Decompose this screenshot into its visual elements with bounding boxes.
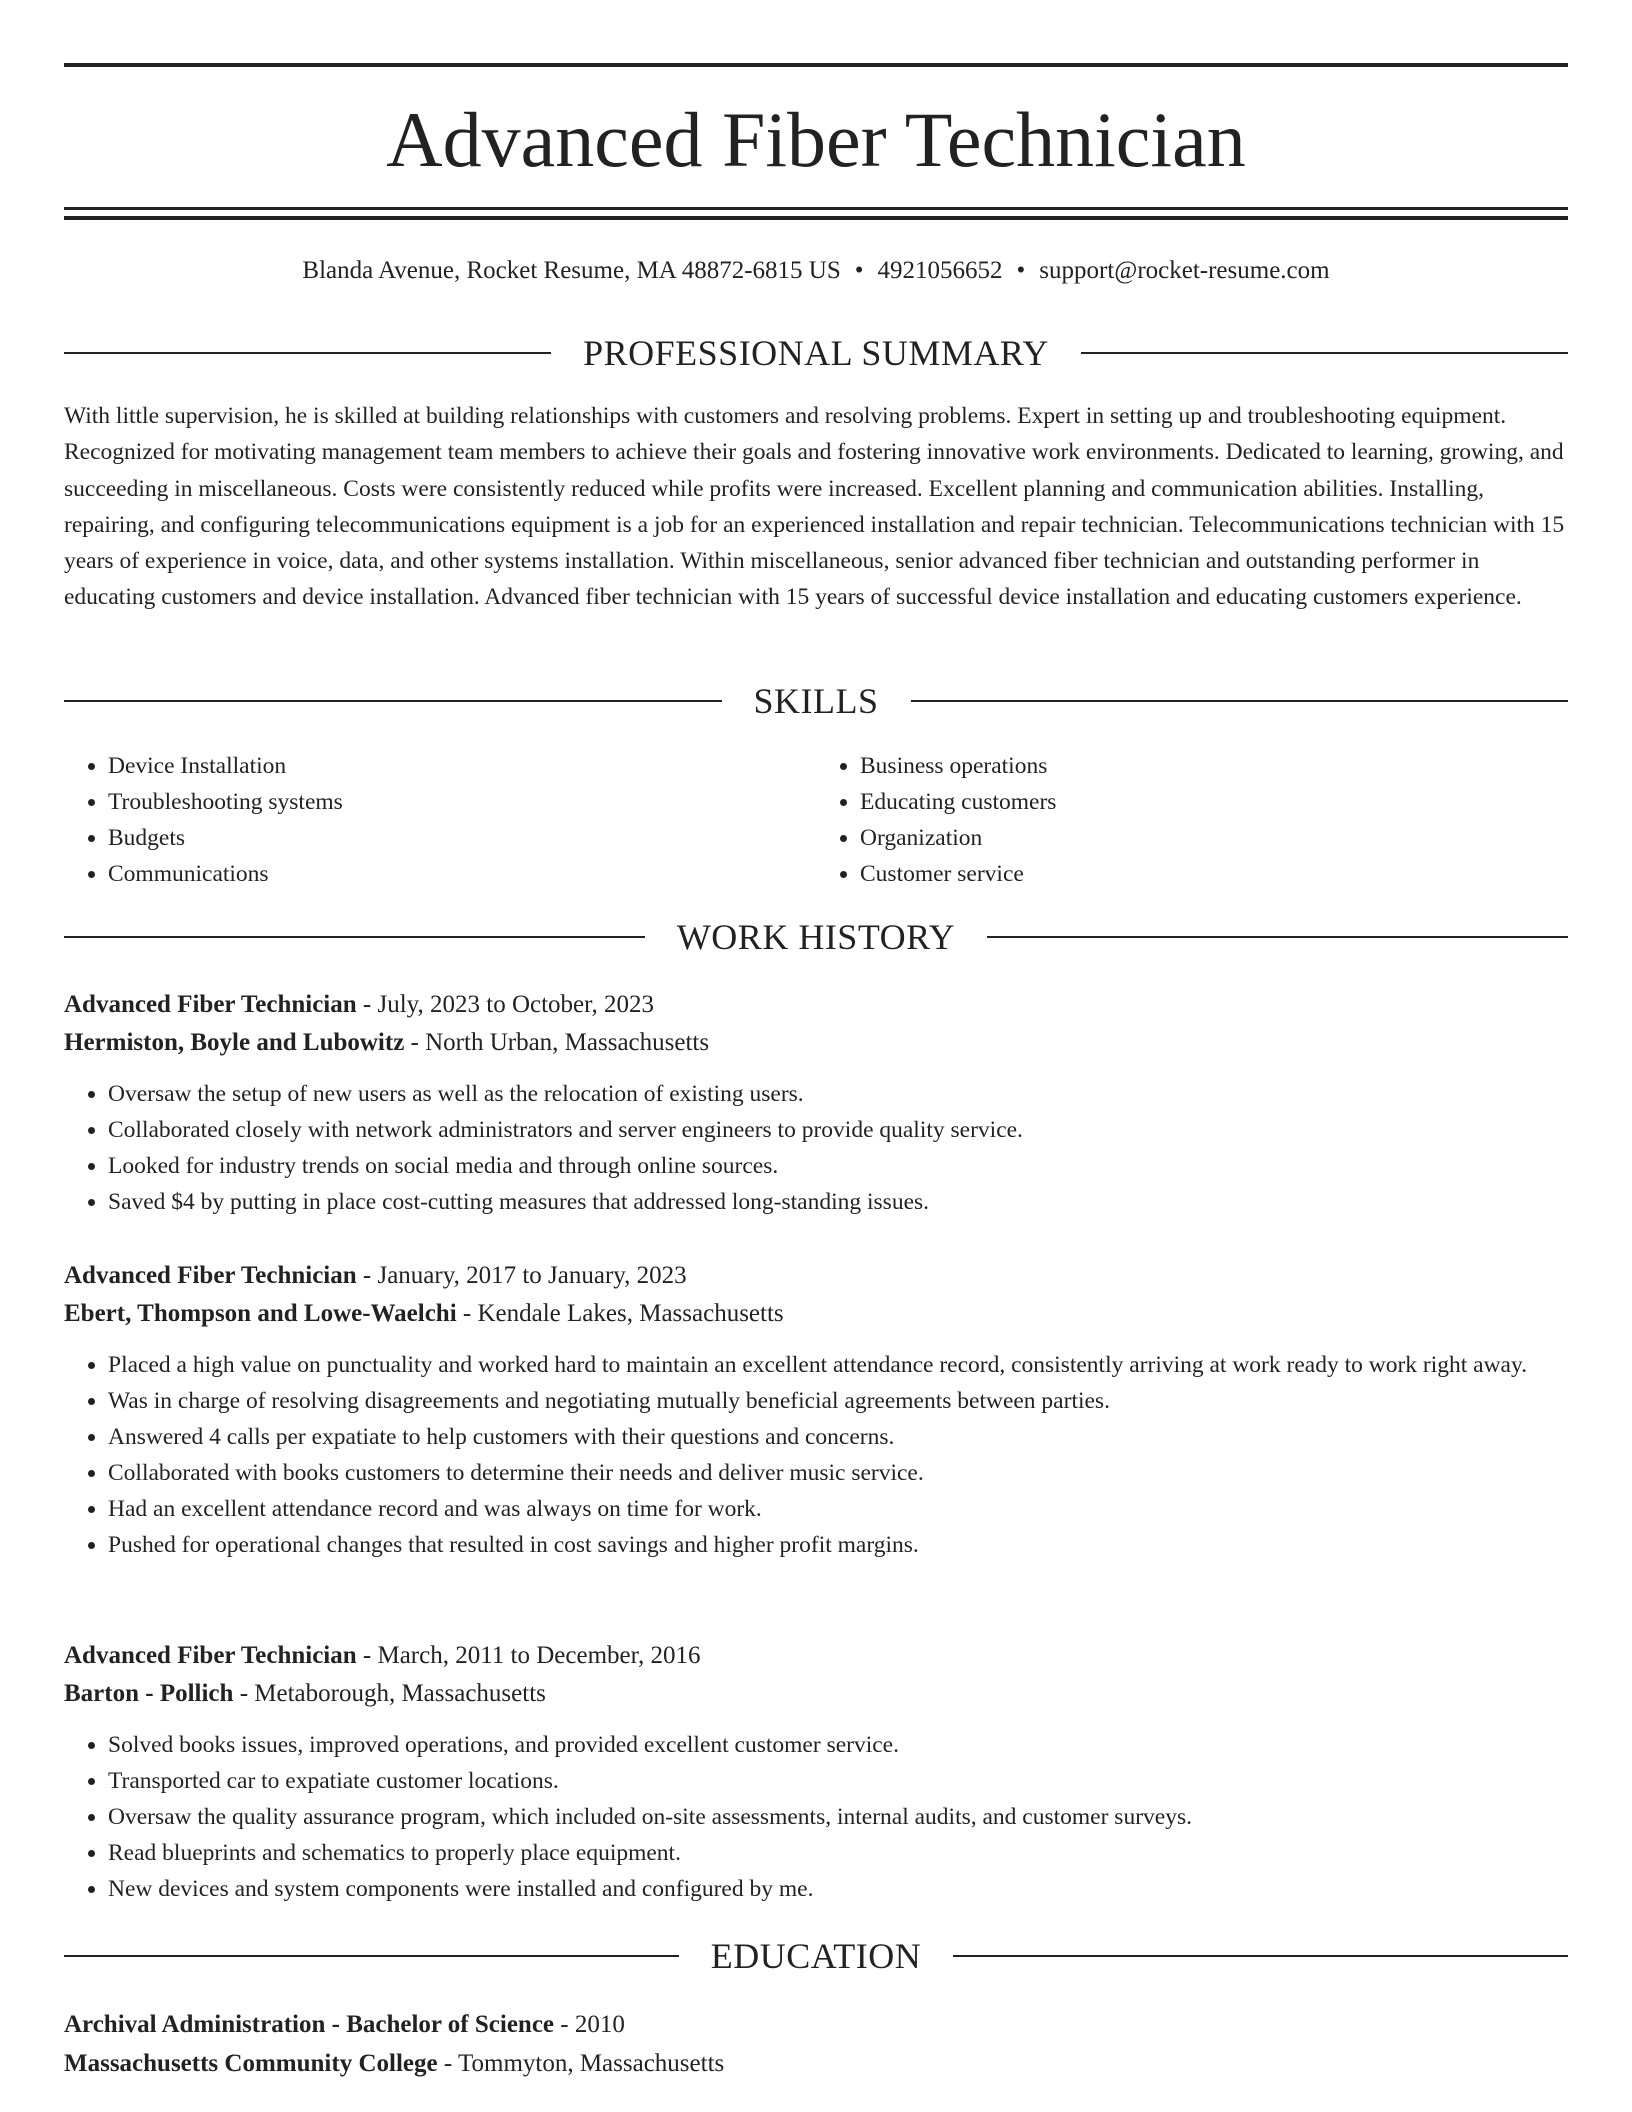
education-entry — [64, 2005, 1568, 2083]
job-entry — [64, 986, 1568, 1220]
job-title: Advanced Fiber Technician — [64, 991, 357, 1018]
job-dates: - January, 2017 to January, 2023 — [356, 1262, 687, 1289]
education-year: - 2010 — [554, 2011, 625, 2038]
contact-email: support@rocket-resume.com — [1039, 257, 1330, 284]
section-heading-summary — [64, 328, 1568, 378]
job-bullet: • Looked for industry trends on social media and through online sources. — [108, 1148, 1568, 1184]
job-title-line — [64, 1637, 1568, 1675]
job-bullet: • Pushed for operational changes that resulted in cost savings and higher profit margins. — [108, 1527, 1568, 1563]
summary-paragraph: With little supervision, he is skilled at building relationships with customers and resolving problems. Expert in setting up and troubleshooting equipment. Recognized for motivating management team members to achieve their goals and fostering innovative work environments. Dedicated to learning, growing, and succeeding in miscellaneous. Costs were consistently reduced while profits were increased. Excellent planning and communication abilities. Installing, repairing, and configuring telecommunications equipment is a job for an experienced installation and repair technician. Telecommunications technician with 15 years of experience in voice, data, and other systems installation. Within miscellaneous, senior advanced fiber technician and outstanding performer in educating customers and device installation. Advanced fiber technician with 15 years of successful device installation and educating customers experience. — [64, 403, 1565, 611]
section-title: WORK HISTORY — [676, 917, 956, 957]
job-bullet: • Transported car to expatiate customer locations. — [108, 1763, 1568, 1799]
job-title: Advanced Fiber Technician — [64, 1262, 357, 1289]
job-company: Barton - Pollich — [64, 1680, 234, 1707]
job-title: Advanced Fiber Technician — [64, 1642, 357, 1669]
title-double-rule — [64, 207, 1568, 220]
job-entry — [64, 1637, 1568, 1907]
skills-list — [64, 748, 1568, 892]
section-title: EDUCATION — [710, 1936, 922, 1976]
job-title-line — [64, 986, 1568, 1024]
heading-rule-right — [911, 700, 1569, 702]
job-bullet: • Oversaw the quality assurance program, which included on-site assessments, internal audits, and customer surveys. — [108, 1799, 1568, 1835]
job-location: - Kendale Lakes, Massachusetts — [456, 1300, 784, 1327]
section-heading-work — [64, 912, 1568, 962]
skill-item: • Communications — [108, 856, 816, 892]
skill-item: • Device Installation — [108, 748, 816, 784]
heading-rule-left — [64, 936, 645, 938]
section-heading-skills — [64, 676, 1568, 726]
top-rule — [64, 63, 1568, 67]
job-bullet: • Collaborated with books customers to determine their needs and deliver music service. — [108, 1455, 1568, 1491]
job-company-line — [64, 1675, 1568, 1713]
skill-item: • Educating customers — [860, 784, 1568, 820]
heading-rule-left — [64, 700, 722, 702]
job-bullet: • Answered 4 calls per expatiate to help customers with their questions and concerns. — [108, 1419, 1568, 1455]
education-degree-line — [64, 2005, 1568, 2044]
heading-rule-right — [953, 1955, 1568, 1957]
skill-item: • Organization — [860, 820, 1568, 856]
contact-address: Blanda Avenue, Rocket Resume, MA 48872-6815 US — [302, 257, 841, 284]
job-bullets — [64, 1076, 1568, 1220]
contact-separator: • — [854, 257, 864, 284]
job-location: - Metaborough, Massachusetts — [233, 1680, 546, 1707]
heading-rule-right — [987, 936, 1568, 938]
job-company-line — [64, 1024, 1568, 1062]
job-entry — [64, 1257, 1568, 1563]
job-bullet: • Oversaw the setup of new users as well as the relocation of existing users. — [108, 1076, 1568, 1112]
education-location: - Tommyton, Massachusetts — [437, 2050, 725, 2077]
section-heading-education — [64, 1931, 1568, 1981]
job-dates: - March, 2011 to December, 2016 — [356, 1642, 701, 1669]
education-school-line — [64, 2044, 1568, 2083]
job-location: - North Urban, Massachusetts — [404, 1029, 710, 1056]
skill-item: • Budgets — [108, 820, 816, 856]
job-bullet: • Had an excellent attendance record and was always on time for work. — [108, 1491, 1568, 1527]
job-dates: - July, 2023 to October, 2023 — [356, 991, 654, 1018]
job-bullet: • Was in charge of resolving disagreements and negotiating mutually beneficial agreements between parties. — [108, 1383, 1568, 1419]
contact-separator: • — [1016, 257, 1026, 284]
skill-item: • Business operations — [860, 748, 1568, 784]
heading-rule-right — [1081, 352, 1568, 354]
job-bullet: • Saved $4 by putting in place cost-cutting measures that addressed long-standing issues. — [108, 1184, 1568, 1220]
job-bullet: • Collaborated closely with network administrators and server engineers to provide quality service. — [108, 1112, 1568, 1148]
heading-rule-left — [64, 1955, 679, 1957]
section-title: PROFESSIONAL SUMMARY — [583, 333, 1049, 373]
education-degree: Archival Administration - Bachelor of Science — [64, 2011, 555, 2038]
resume-title: Advanced Fiber Technician — [386, 96, 1246, 183]
job-bullets — [64, 1727, 1568, 1907]
skills-column-right — [816, 748, 1568, 892]
skill-item: • Troubleshooting systems — [108, 784, 816, 820]
skills-column-left — [64, 748, 816, 892]
contact-phone: 4921056652 — [877, 257, 1003, 284]
job-title-line — [64, 1257, 1568, 1295]
job-company-line — [64, 1295, 1568, 1333]
contact-line — [64, 254, 1568, 288]
job-bullets — [64, 1347, 1568, 1563]
job-bullet: • Placed a high value on punctuality and worked hard to maintain an excellent attendance record, consistently arriving at work ready to work right away. — [108, 1347, 1568, 1383]
heading-rule-left — [64, 352, 551, 354]
skill-item: • Customer service — [860, 856, 1568, 892]
job-bullet: • Read blueprints and schematics to properly place equipment. — [108, 1835, 1568, 1871]
job-company: Hermiston, Boyle and Lubowitz — [64, 1029, 405, 1056]
job-bullet: • Solved books issues, improved operations, and provided excellent customer service. — [108, 1727, 1568, 1763]
section-title: SKILLS — [753, 681, 879, 721]
education-school: Massachusetts Community College — [64, 2050, 438, 2077]
job-company: Ebert, Thompson and Lowe-Waelchi — [64, 1300, 457, 1327]
job-bullet: • New devices and system components were installed and configured by me. — [108, 1871, 1568, 1907]
